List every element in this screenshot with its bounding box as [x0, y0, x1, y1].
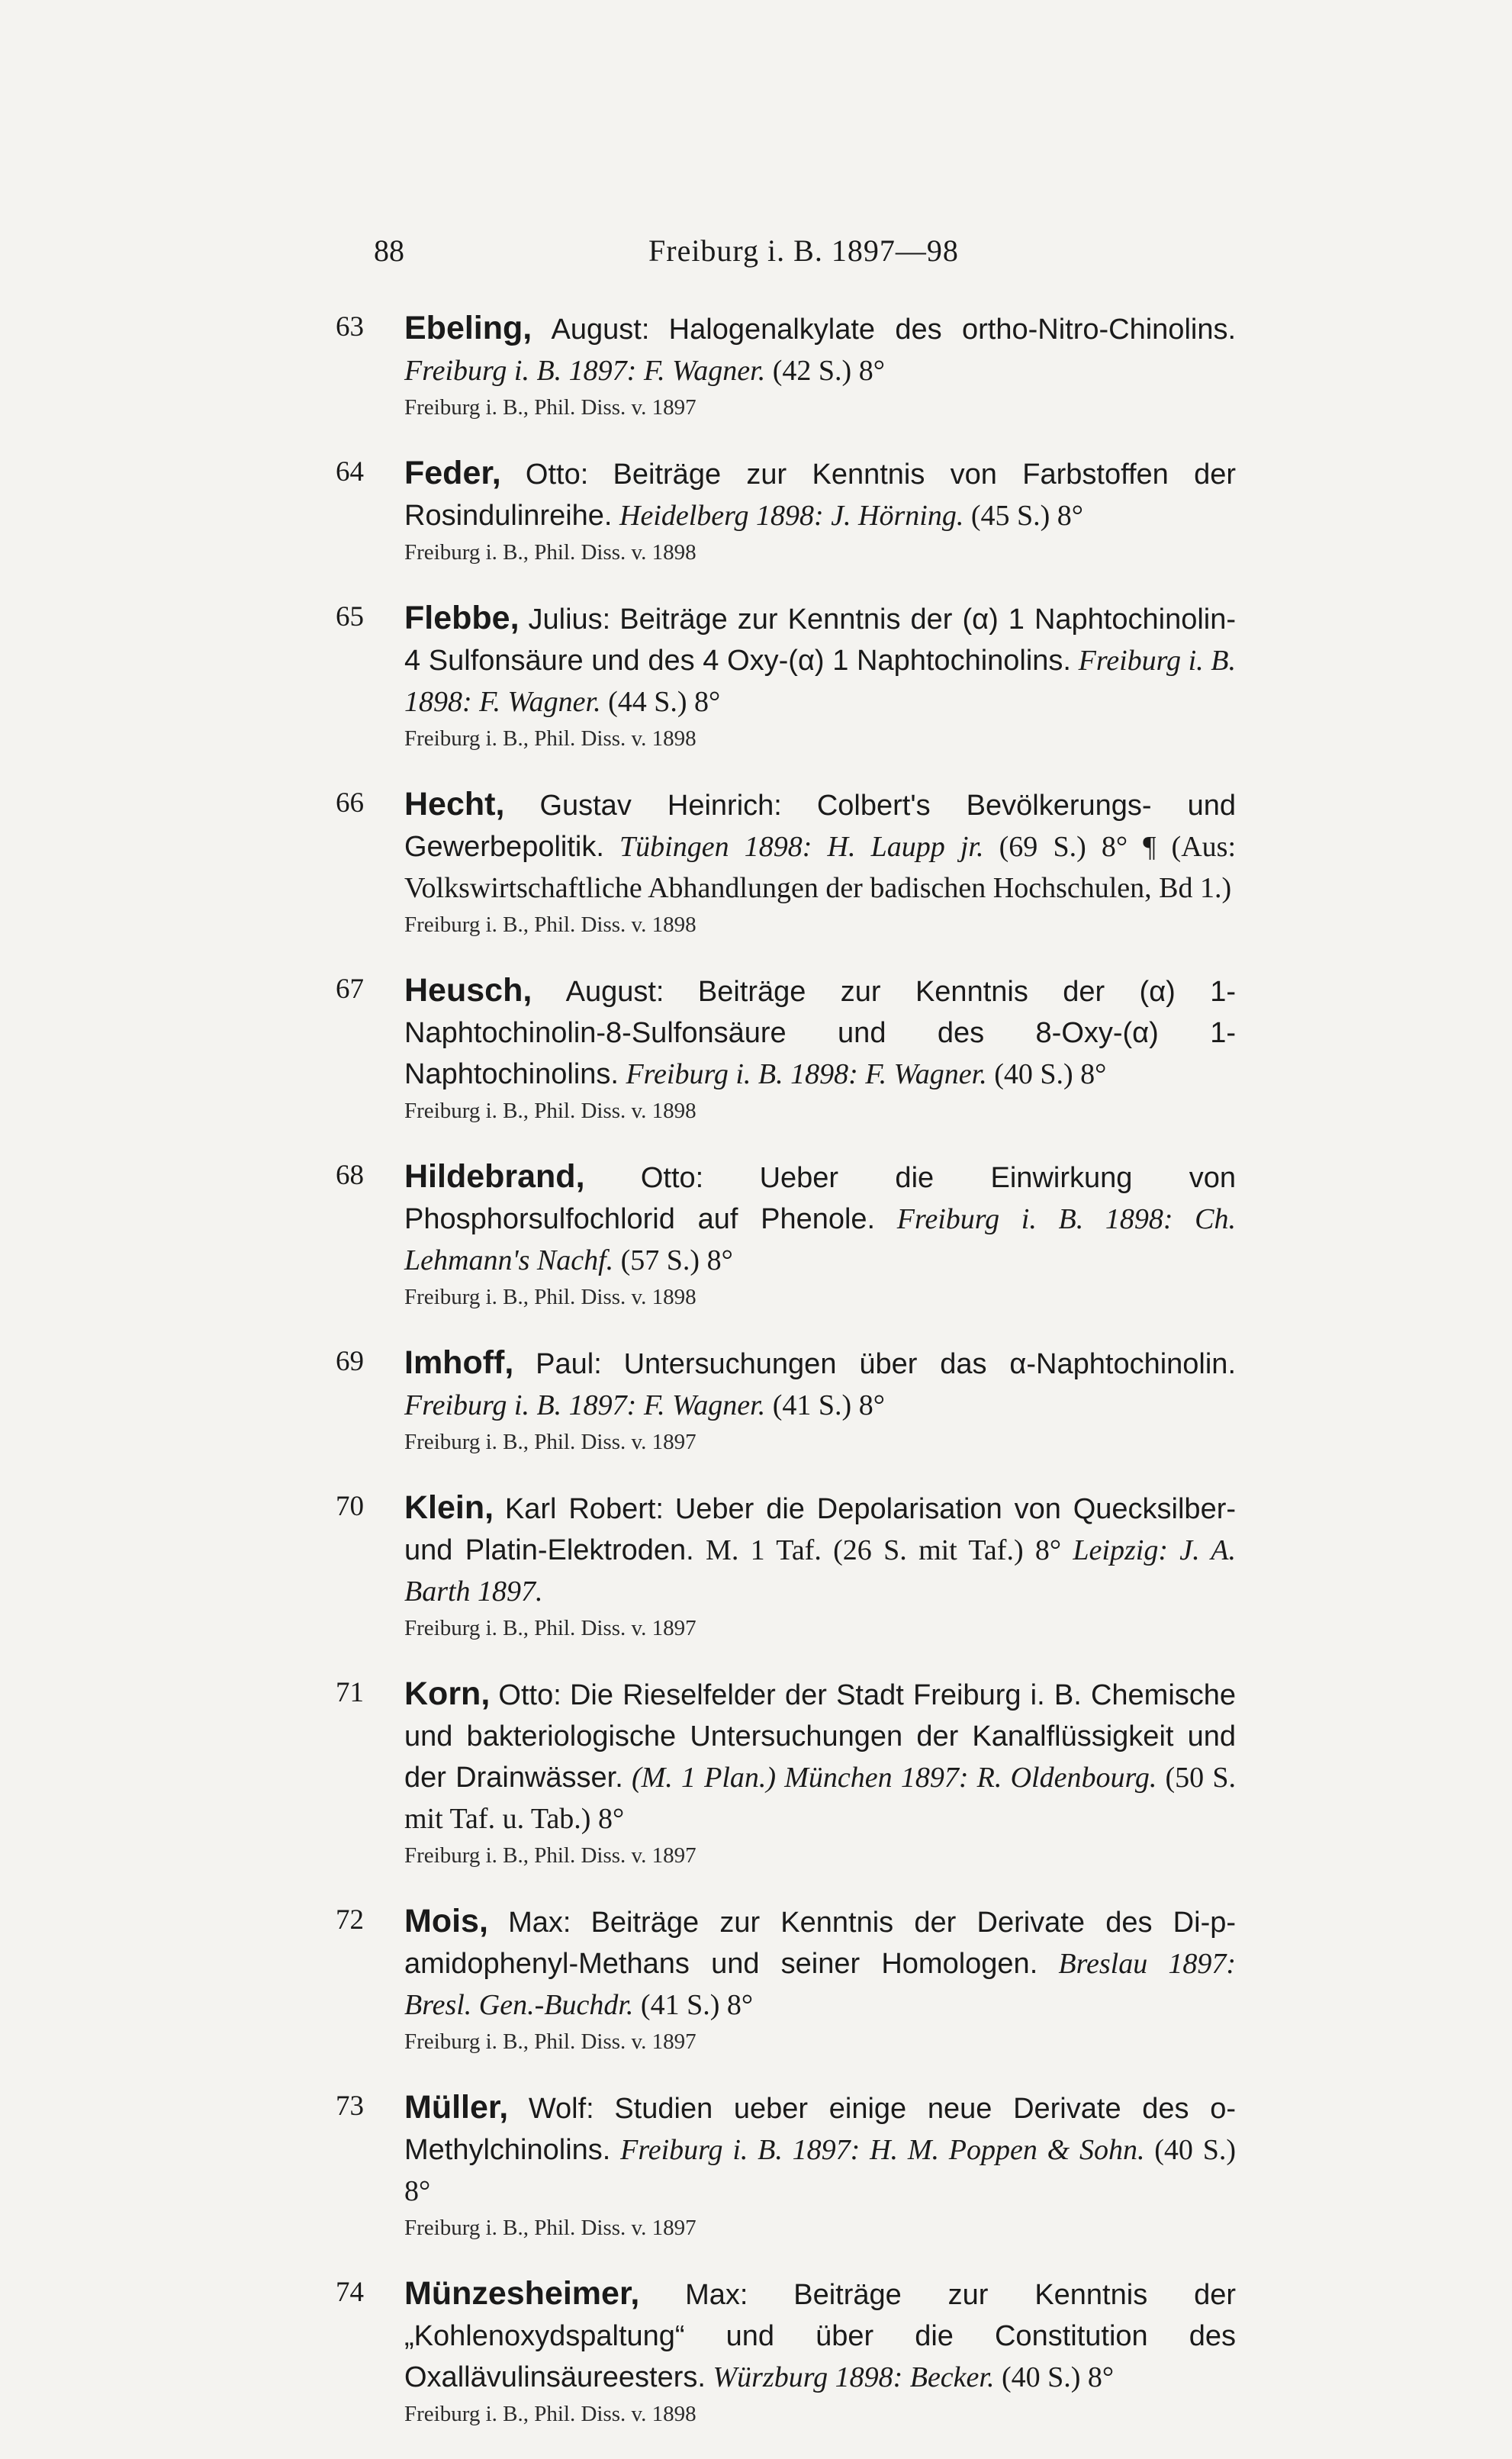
entry-number: 68: [336, 1160, 364, 1191]
entry-details: (40 S.) 8°: [994, 1058, 1107, 1090]
page-header: [374, 233, 1228, 278]
bibliography-entry: [336, 1487, 1236, 1644]
entry-note: Freiburg i. B., Phil. Diss. v. 1897: [404, 395, 696, 420]
entry-author: Flebbe,: [404, 600, 520, 636]
entry-details: (44 S.) 8°: [608, 686, 721, 718]
entry-publisher: Freiburg i. B. 1897: F. Wagner.: [404, 1389, 766, 1421]
entry-publisher: Leipzig: J. A. Barth 1897.: [404, 1534, 1236, 1608]
entry-title: Colbert's Bevölkerungs- und Gewerbepolitik.: [404, 790, 1237, 863]
entry-title: Beiträge zur Kenntnis von Farbstoffen der Rosindulinreihe.: [404, 459, 1236, 532]
entry-publisher: (M. 1 Plan.) München 1897: R. Oldenbourg.: [631, 1762, 1157, 1794]
entry-note: Freiburg i. B., Phil. Diss. v. 1897: [404, 1843, 696, 1868]
entry-title: Ueber die Einwirkung von Phosphorsulfochlorid auf Phenole.: [404, 1162, 1237, 1235]
entry-text: [404, 1342, 1236, 1426]
entry-author: Korn,: [404, 1675, 491, 1712]
bibliography-entry: [336, 1901, 1236, 2058]
entry-firstname: Max:: [685, 2279, 748, 2311]
entry-text: [404, 2087, 1236, 2212]
entry-text: [404, 970, 1236, 1095]
entry-text: [404, 452, 1236, 536]
entry-author: Klein,: [404, 1489, 494, 1526]
bibliography-entry: [336, 1673, 1236, 1872]
entry-firstname: August:: [551, 314, 650, 346]
entry-publisher: Freiburg i. B. 1897: H. M. Poppen & Sohn.: [620, 2134, 1145, 2166]
entry-publisher: Freiburg i. B. 1898: Ch. Lehmann's Nachf.: [404, 1203, 1236, 1276]
entry-publisher: Breslau 1897: Bresl. Gen.-Buchdr.: [404, 1948, 1236, 2021]
bibliography-entry: [336, 784, 1236, 941]
entry-details: M. 1 Taf. (26 S. mit Taf.) 8°: [706, 1534, 1062, 1566]
entry-text: [404, 1901, 1236, 2026]
entry-note: Freiburg i. B., Phil. Diss. v. 1898: [404, 912, 696, 937]
bibliography-entry: [336, 1342, 1236, 1458]
entry-firstname: Otto:: [498, 1679, 561, 1711]
entry-text: [404, 784, 1236, 909]
entry-author: Münzesheimer,: [404, 2275, 640, 2312]
entry-details: (41 S.) 8°: [772, 1389, 885, 1421]
entry-title: Untersuchungen über das α-Naphtochinolin.: [623, 1348, 1237, 1380]
entry-note: Freiburg i. B., Phil. Diss. v. 1898: [404, 726, 696, 751]
entry-text: [404, 1156, 1236, 1281]
entry-publisher: Freiburg i. B. 1897: F. Wagner.: [404, 355, 766, 387]
entry-author: Imhoff,: [404, 1344, 514, 1381]
entry-text: [404, 307, 1236, 391]
bibliography-entry: [336, 452, 1236, 568]
entry-firstname: Otto:: [640, 1162, 704, 1194]
bibliography-entry: [336, 2273, 1236, 2430]
entry-title: Beiträge zur Kenntnis der (α) 1-Naphtochinolin-8-Sulfonsäure und des 8-Oxy-(α) 1-Naphtochinolins.: [404, 976, 1237, 1090]
entry-number: 65: [336, 601, 364, 632]
entry-title: Studien ueber einige neue Derivate des o-Methylchinolins.: [404, 2093, 1236, 2166]
entry-firstname: Julius:: [528, 603, 611, 636]
entry-number: 66: [336, 787, 364, 819]
entry-firstname: August:: [565, 976, 664, 1008]
entry-text: [404, 597, 1236, 723]
entry-number: 74: [336, 2277, 364, 2308]
entry-author: Feder,: [404, 455, 501, 491]
entry-note: Freiburg i. B., Phil. Diss. v. 1897: [404, 2029, 696, 2054]
entry-firstname: Max:: [508, 1907, 571, 1939]
entry-number: 72: [336, 1904, 364, 1936]
entry-firstname: Paul:: [536, 1348, 602, 1380]
bibliography-entry: [336, 970, 1236, 1127]
entry-number: 71: [336, 1677, 364, 1708]
entry-details: (69 S.) 8° ¶ (Aus: Volkswirtschaftliche Abhandlungen der badischen Hochschulen, Bd 1.): [404, 831, 1236, 904]
entry-title: Beiträge zur Kenntnis der (α) 1 Naphtochinolin-4 Sulfonsäure und des 4 Oxy-(α) 1 Naphtochinolins.: [404, 603, 1237, 677]
bibliography-entry: [336, 597, 1236, 755]
entry-number: 67: [336, 974, 364, 1005]
entry-number: 69: [336, 1346, 364, 1377]
entry-publisher: Heidelberg 1898: J. Hörning.: [619, 500, 964, 532]
bibliography-entry: [336, 307, 1236, 423]
entry-number: 70: [336, 1491, 364, 1522]
entry-note: Freiburg i. B., Phil. Diss. v. 1898: [404, 1099, 696, 1123]
entry-note: Freiburg i. B., Phil. Diss. v. 1898: [404, 2402, 696, 2426]
entry-author: Ebeling,: [404, 310, 532, 346]
entry-publisher: Freiburg i. B. 1898: F. Wagner.: [626, 1058, 987, 1090]
entry-number: 64: [336, 456, 364, 488]
entry-author: Hecht,: [404, 786, 505, 822]
entry-number: 63: [336, 311, 364, 343]
entry-firstname: Wolf:: [528, 2093, 594, 2125]
entry-author: Hildebrand,: [404, 1158, 585, 1195]
entry-text: [404, 1487, 1236, 1612]
entry-firstname: Gustav Heinrich:: [539, 790, 782, 822]
entry-title: Halogenalkylate des ortho-Nitro-Chinolins.: [668, 314, 1237, 346]
entry-text: [404, 2273, 1236, 2398]
entry-note: Freiburg i. B., Phil. Diss. v. 1898: [404, 540, 696, 565]
entry-details: (40 S.) 8°: [404, 2134, 1237, 2207]
entry-note: Freiburg i. B., Phil. Diss. v. 1898: [404, 1285, 696, 1309]
page-number: 88: [374, 233, 404, 268]
entry-author: Heusch,: [404, 972, 532, 1009]
entry-publisher: Würzburg 1898: Becker.: [713, 2361, 995, 2393]
entry-details: (41 S.) 8°: [640, 1989, 754, 2021]
entry-firstname: Karl Robert:: [504, 1493, 664, 1525]
entry-details: (42 S.) 8°: [772, 355, 885, 387]
entry-author: Mois,: [404, 1903, 488, 1939]
entry-details: (50 S. mit Taf. u. Tab.) 8°: [404, 1762, 1236, 1835]
bibliography-entry: [336, 1156, 1236, 1313]
entry-note: Freiburg i. B., Phil. Diss. v. 1897: [404, 2216, 696, 2240]
entry-title: Beiträge zur Kenntnis der „Kohlenoxydspaltung“ und über die Constitution des Oxallävulinsäureesters.: [404, 2279, 1236, 2393]
bibliography-list: [336, 307, 1236, 2459]
bibliography-entry: [336, 2087, 1236, 2244]
entry-firstname: Otto:: [525, 459, 589, 491]
entry-publisher: Freiburg i. B. 1898: F. Wagner.: [404, 645, 1236, 718]
entry-details: (40 S.) 8°: [1001, 2361, 1115, 2393]
entry-details: (45 S.) 8°: [970, 500, 1083, 532]
entry-number: 73: [336, 2090, 364, 2122]
entry-title: Ueber die Depolarisation von Quecksilber- und Platin-Elektroden.: [404, 1493, 1237, 1566]
entry-text: [404, 1673, 1236, 1839]
entry-author: Müller,: [404, 2089, 509, 2126]
entry-title: Die Rieselfelder der Stadt Freiburg i. B. Chemische und bakteriologische Untersuchungen der Kanalflüssigkeit und der Drainwässer.: [404, 1679, 1237, 1794]
entry-note: Freiburg i. B., Phil. Diss. v. 1897: [404, 1430, 696, 1454]
entry-details: (57 S.) 8°: [620, 1244, 733, 1276]
entry-note: Freiburg i. B., Phil. Diss. v. 1897: [404, 1616, 696, 1640]
running-head: Freiburg i. B. 1897—98: [648, 233, 959, 268]
entry-publisher: Tübingen 1898: H. Laupp jr.: [619, 831, 984, 863]
entry-title: Beiträge zur Kenntnis der Derivate des Di-p-amidophenyl-Methans und seiner Homologen.: [404, 1907, 1237, 1980]
